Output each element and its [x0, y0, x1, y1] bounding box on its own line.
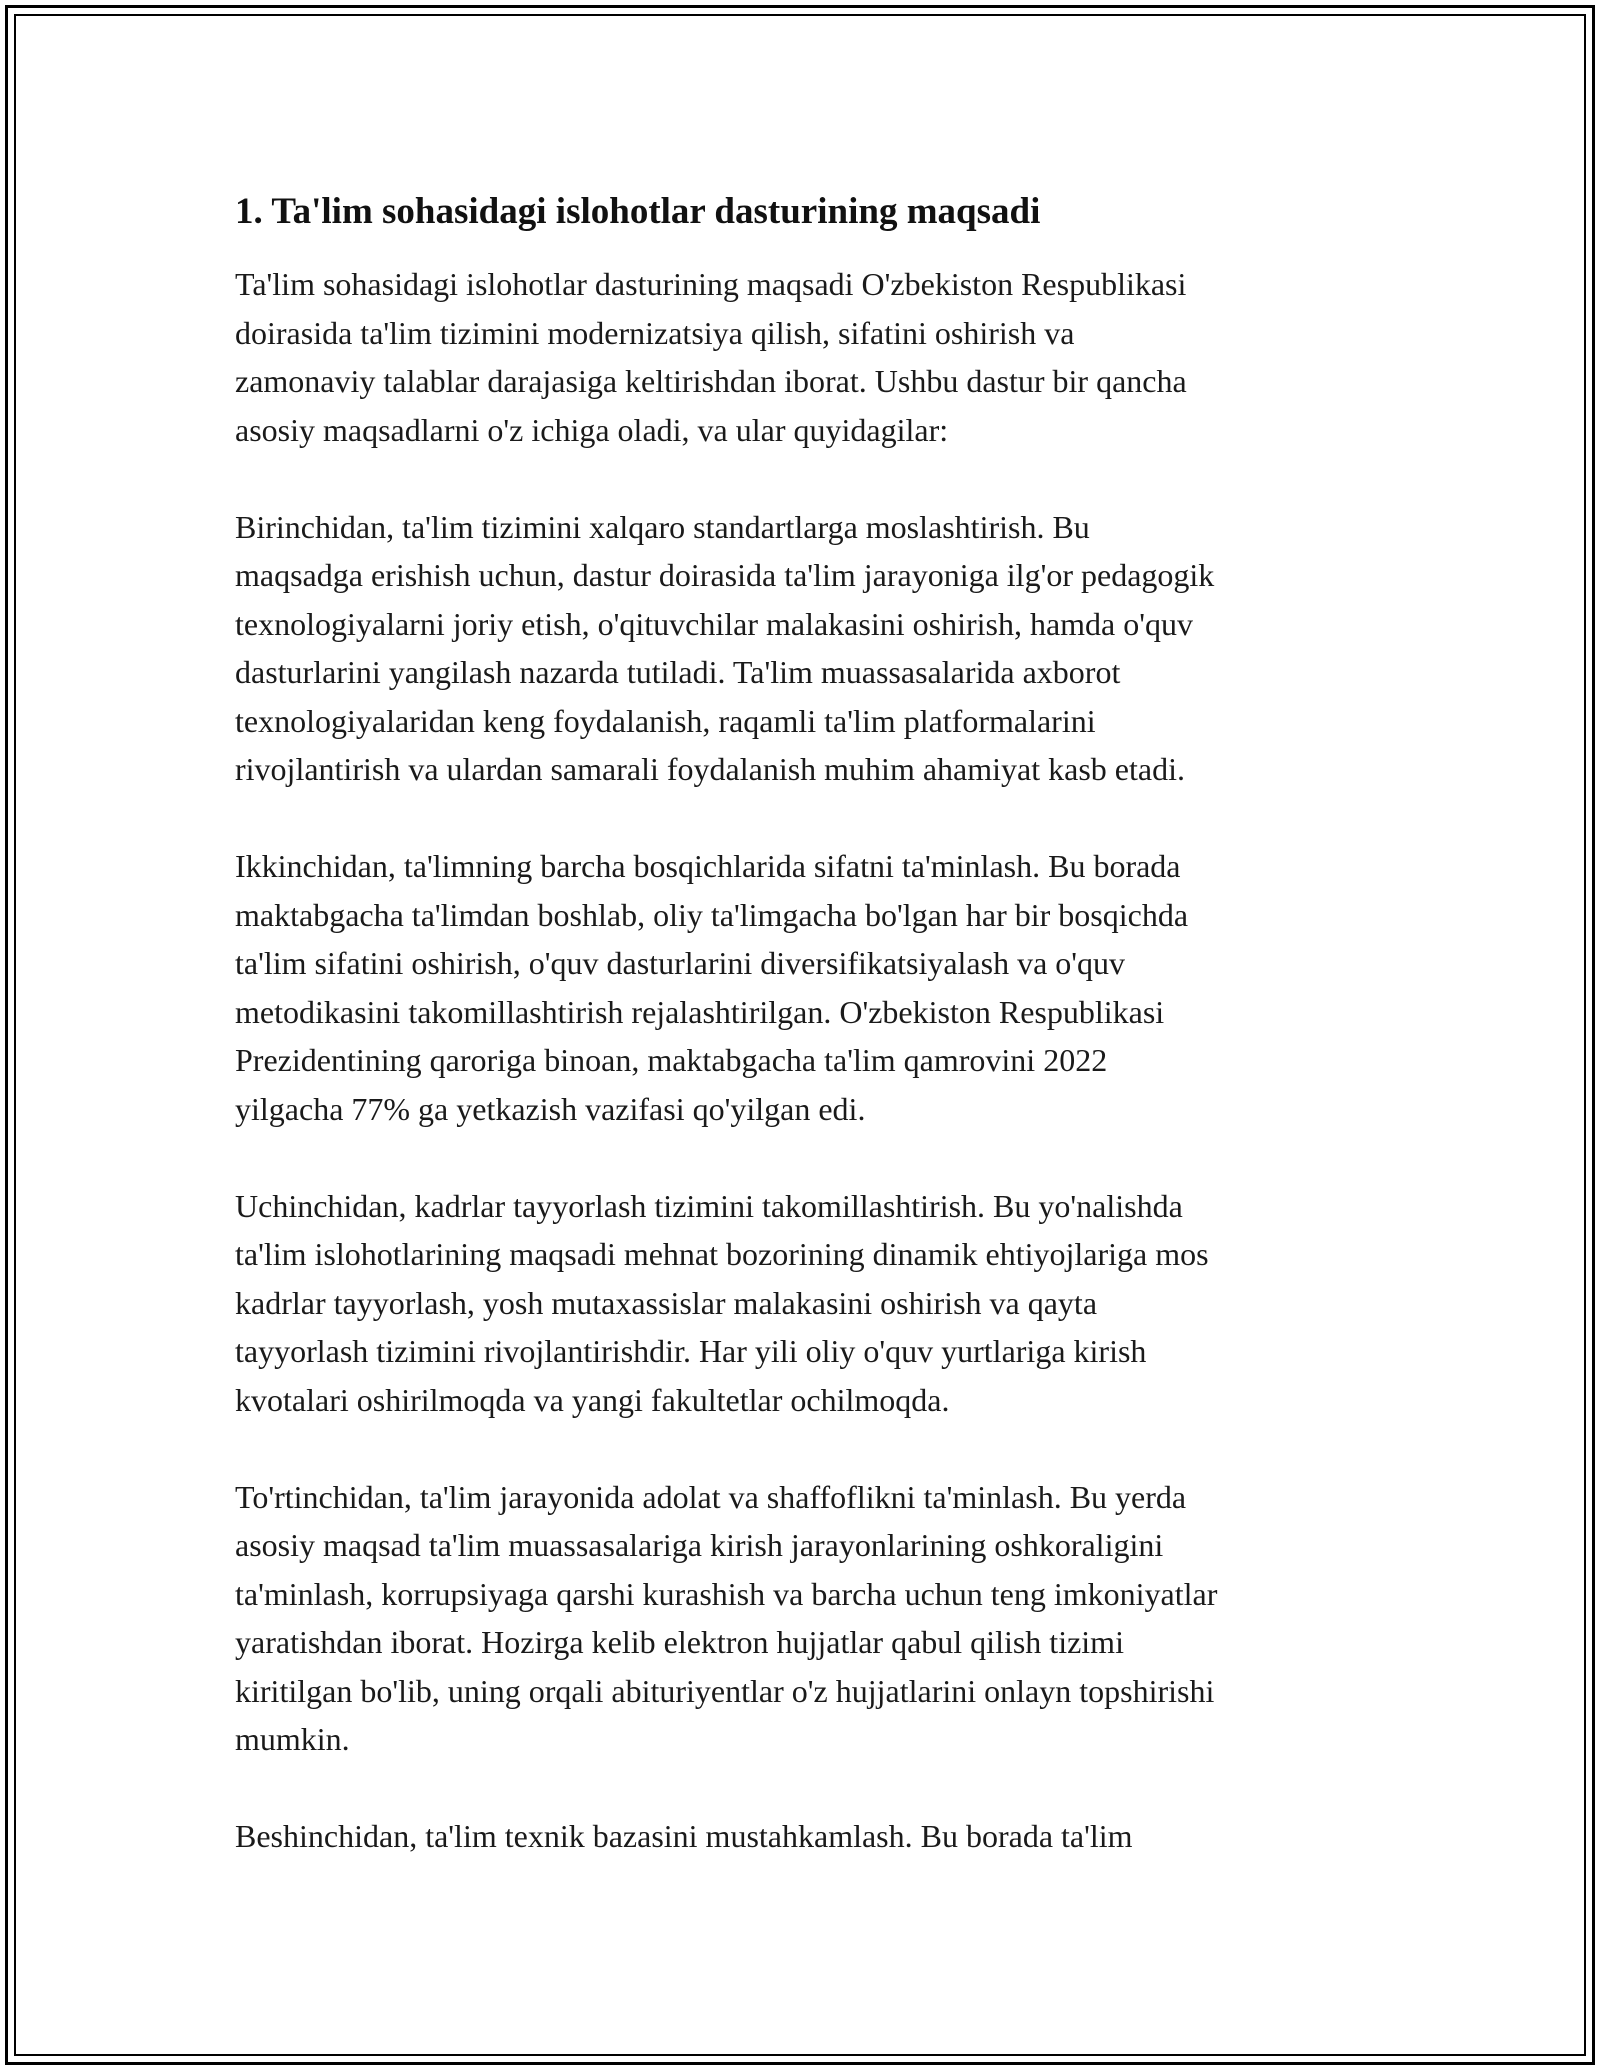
paragraph-first-goal: Birinchidan, ta'lim tizimini xalqaro standartlarga moslashtirish. Bu maqsadga erishish uchun, dastur doirasida ta'lim jarayoniga ilg'or pedagogik texnologiyalarni joriy etish, o'qituvchilar malakasini oshirish, hamda o'quv dasturlarini yangilash nazarda tutiladi. Ta'lim muassasalarida axborot texnologiyalaridan keng foydalanish, raqamli ta'lim platformalarini rivojlantirish va ulardan samarali foydalanish muhim ahamiyat kasb etadi.: [235, 508, 1215, 787]
paragraph-third-goal: Uchinchidan, kadrlar tayyorlash tizimini takomillashtirish. Bu yo'nalishda ta'lim islohotlarining maqsadi mehnat bozorining dinamik ehtiyojlariga mos kadrlar tayyorlash, yosh mutaxassislar malakasini oshirish va qayta tayyorlash tizimini rivojlantirishdir. Har yili oliy o'quv yurtlariga kirish kvotalari oshirilmoqda va yangi fakultetlar ochilmoqda.: [235, 1187, 1209, 1418]
paragraph-second-goal: Ikkinchidan, ta'limning barcha bosqichlarida sifatni ta'minlash. Bu borada maktabgacha ta'limdan boshlab, oliy ta'limgacha bo'lgan har bir bosqichda ta'lim sifatini oshirish, o'quv dasturlarini diversifikatsiyalash va o'quv metodikasini takomillashtirish rejalashtirilgan. O'zbekiston Respublikasi Prezidentining qaroriga binoan, maktabgacha ta'lim qamrovini 2022 yilgacha 77% ga yetkazish vazifasi qo'yilgan edi.: [235, 848, 1189, 1127]
paragraph-intro: Ta'lim sohasidagi islohotlar dasturining maqsadi O'zbekiston Respublikasi doirasida ta'lim tizimini modernizatsiya qilish, sifatini oshirish va zamonaviy talablar darajasiga keltirishdan iborat. Ushbu dastur bir qancha asosiy maqsadlarni o'z ichiga oladi, va ular quyidagilar:: [235, 266, 1187, 448]
section-heading: 1. Ta'lim sohasidagi islohotlar dasturining maqsadi: [235, 191, 1041, 232]
paragraph-fifth-goal: Beshinchidan, ta'lim texnik bazasini mustahkamlash. Bu borada ta'lim: [235, 1818, 1133, 1854]
paragraph-fourth-goal: To'rtinchidan, ta'lim jarayonida adolat va shaffoflikni ta'minlash. Bu yerda asosiy maqsad ta'lim muassasalariga kirish jarayonlarining oshkoraligini ta'minlash, korrupsiyaga qarshi kurashish va barcha uchun teng imkoniyatlar yaratishdan iborat. Hozirga kelib elektron hujjatlar qabul qilish tizimi kiritilgan bo'lib, uning orqali abituriyentlar o'z hujjatlarini onlayn topshirishi mumkin.: [235, 1478, 1218, 1757]
document-body: [235, 188, 1385, 1861]
